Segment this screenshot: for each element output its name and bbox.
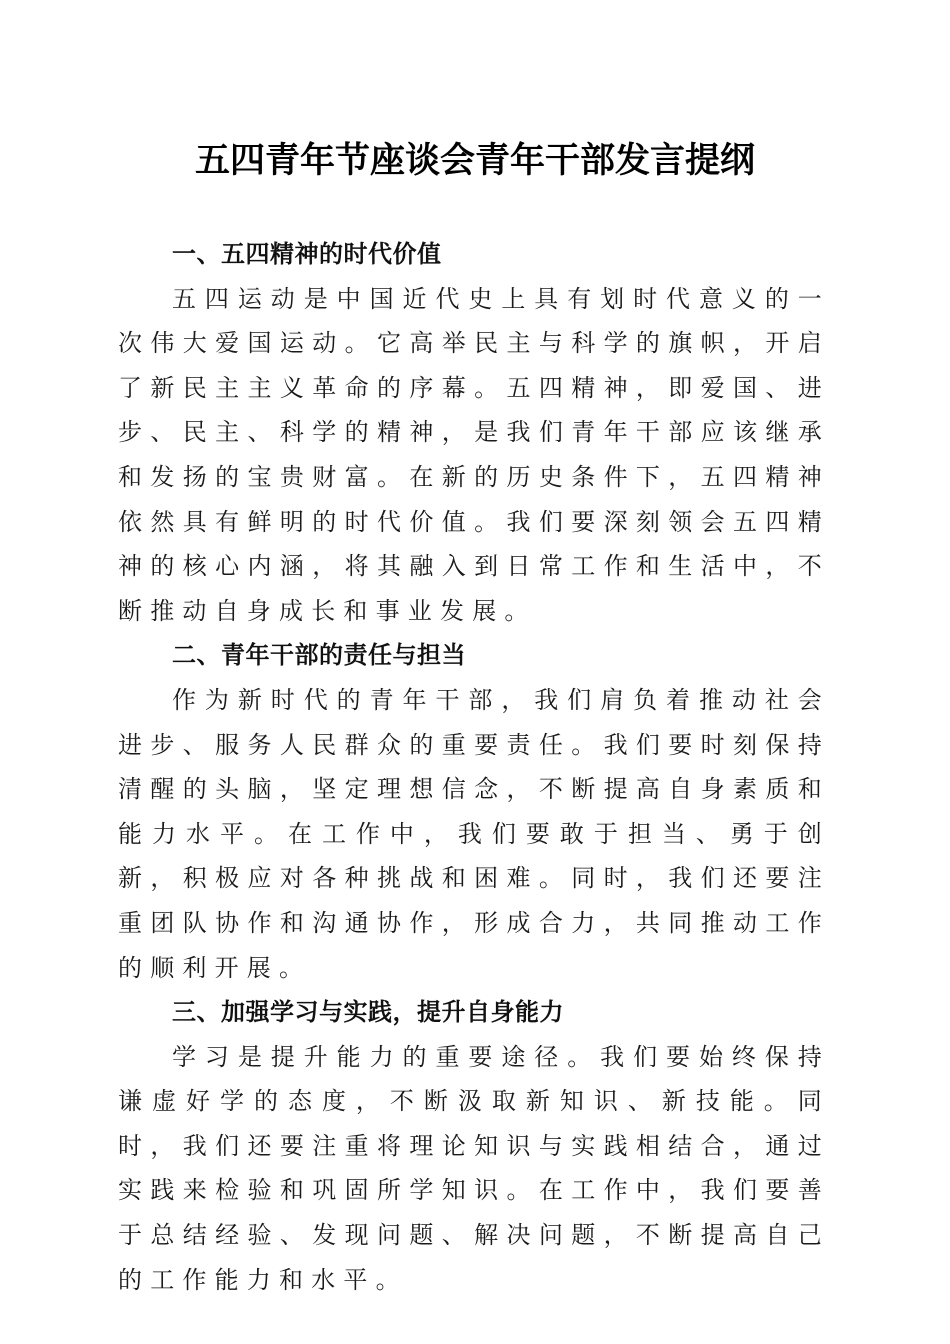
section-paragraph: 五四运动是中国近代史上具有划时代意义的一次伟大爱国运动。它高举民主与科学的旗帜，开启了新民主主义革命的序幕。五四精神，即爱国、进步、民主、科学的精神，是我们青年干部应该继承和发扬的宝贵财富。在新的历史条件下，五四精神依然具有鲜明的时代价值。我们要深刻领会五四精神的核心内涵，将其融入到日常工作和生活中，不断推动自身成长和事业发展。	[118, 284, 830, 625]
section-paragraph: 作为新时代的青年干部，我们肩负着推动社会进步、服务人民群众的重要责任。我们要时刻保持清醒的头脑，坚定理想信念，不断提高自身素质和能力水平。在工作中，我们要敢于担当、勇于创新，积极应对各种挑战和困难。同时，我们还要注重团队协作和沟通协作，形成合力，共同推动工作的顺利开展。	[118, 685, 830, 982]
section-heading: 三、加强学习与实践，提升自身能力	[172, 998, 564, 1027]
document-body	[118, 232, 830, 1302]
document-title: 五四青年节座谈会青年干部发言提纲	[194, 140, 755, 181]
section-2	[118, 633, 830, 990]
section-3	[118, 990, 830, 1302]
section-1	[118, 232, 830, 633]
section-paragraph: 学习是提升能力的重要途径。我们要始终保持谦虚好学的态度，不断汲取新知识、新技能。同时，我们还要注重将理论知识与实践相结合，通过实践来检验和巩固所学知识。在工作中，我们要善于总结经验、发现问题、解决问题，不断提高自己的工作能力和水平。	[118, 1042, 830, 1294]
section-heading: 一、五四精神的时代价值	[172, 240, 442, 268]
section-heading: 二、青年干部的责任与担当	[172, 641, 466, 670]
